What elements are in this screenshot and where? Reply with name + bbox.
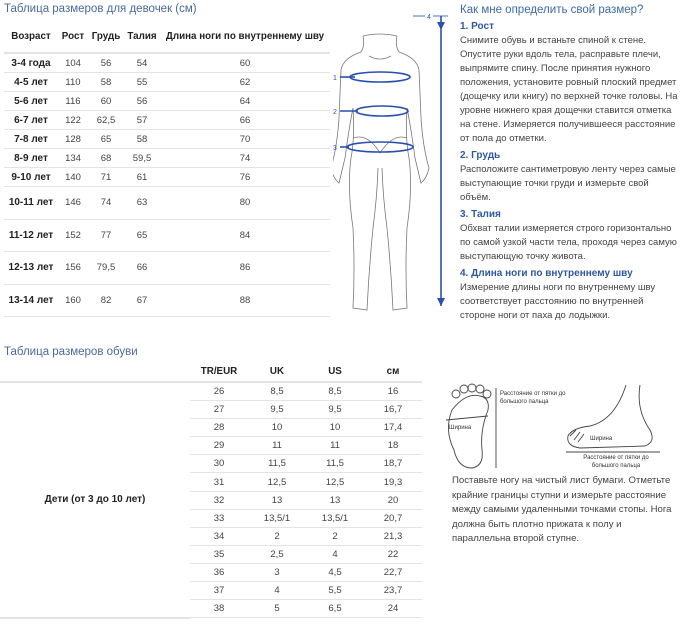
- value-cell: 33: [190, 509, 248, 527]
- value-cell: 3: [248, 563, 306, 581]
- value-cell: 104: [65, 57, 81, 69]
- shoe-size-table: [0, 362, 422, 619]
- age-cell: 11-12 лет: [8, 229, 54, 241]
- length-label-side: Расстояние от пятки до большого пальца: [583, 455, 649, 469]
- column-header: Талия: [127, 31, 157, 42]
- value-cell: 16,7: [364, 401, 422, 419]
- value-cell: 4,5: [306, 563, 364, 581]
- value-cell: 18,7: [364, 455, 422, 473]
- value-cell: 68: [100, 152, 112, 164]
- value-cell: 35: [190, 545, 248, 563]
- value-cell: 30: [190, 455, 248, 473]
- table-row: [4, 219, 330, 252]
- marker-1: 1: [333, 75, 337, 82]
- value-cell: 122: [65, 114, 81, 126]
- value-cell: 60: [239, 57, 251, 69]
- table-row: [4, 187, 330, 220]
- marker-2: 2: [333, 109, 337, 116]
- section-heading: 4. Длина ноги по внутреннему шву: [460, 268, 633, 279]
- value-cell: 57: [136, 114, 148, 126]
- value-cell: 2,5: [248, 545, 306, 563]
- value-cell: 63: [136, 197, 148, 209]
- value-cell: 12,5: [248, 473, 306, 491]
- table-row: [4, 92, 330, 111]
- value-cell: 65: [136, 229, 148, 241]
- value-cell: 23,7: [364, 582, 422, 600]
- value-cell: 10: [306, 419, 364, 437]
- value-cell: 60: [100, 95, 112, 107]
- value-cell: 18: [364, 437, 422, 455]
- section-text: Расположите сантиметровую ленту через самые выступающие точки груди и измерьте свой объём.: [460, 164, 676, 203]
- value-cell: 128: [65, 133, 81, 145]
- marker-3: 3: [333, 145, 337, 152]
- value-cell: 21,3: [364, 527, 422, 545]
- foot-measurement-figure: [440, 380, 670, 472]
- section-heading: 2. Грудь: [460, 150, 501, 161]
- value-cell: 22: [364, 545, 422, 563]
- value-cell: 56: [136, 95, 148, 107]
- value-cell: 116: [65, 95, 81, 107]
- value-cell: 55: [136, 76, 148, 88]
- section-heading: 3. Талия: [460, 209, 501, 220]
- marker-4: 4: [427, 14, 431, 21]
- value-cell: 74: [239, 152, 251, 164]
- value-cell: 160: [65, 294, 81, 306]
- value-cell: 5,5: [306, 582, 364, 600]
- column-header: Возраст: [11, 31, 51, 42]
- value-cell: 61: [136, 171, 148, 183]
- value-cell: 66: [136, 262, 148, 274]
- value-cell: 13: [248, 491, 306, 509]
- value-cell: 19,3: [364, 473, 422, 491]
- shoe-table-title: Таблица размеров обуви: [4, 346, 138, 358]
- value-cell: 79,5: [96, 262, 116, 274]
- value-cell: 11: [306, 437, 364, 455]
- value-cell: 146: [65, 197, 81, 209]
- section-text: Измерение длины ноги по внутреннему шву соответствует расстоянию по внутренней стороне ноги от паха до лодыжки.: [460, 282, 656, 321]
- value-cell: 152: [65, 229, 81, 241]
- body-measurement-figure: [333, 8, 458, 318]
- table-row: [4, 149, 330, 168]
- width-label-top: Ширина: [449, 425, 472, 431]
- section-text: Обхват талии измеряется строго горизонтально по самой узкой части тела, проходя через самую выступающую точку живота.: [460, 223, 677, 262]
- section-text: Снимите обувь и встаньте спиной к стене. Опустите руки вдоль тела, расправьте плечи, выпрямите спину. После принятия нужного положения, установите ровный плоский предмет (дощечку или книгу) по верхней точке головы. На уровне нижнего края дощечки ставится отметка на стене. Измеряется получившееся расстояние от пола до отметки.: [460, 35, 678, 144]
- value-cell: 20: [364, 491, 422, 509]
- girls-size-table: [4, 22, 330, 317]
- age-cell: 13-14 лет: [8, 294, 54, 306]
- length-label-top: Расстояние от пятки до большого пальца: [500, 391, 566, 405]
- value-cell: 8,5: [248, 382, 306, 401]
- table-row: [4, 111, 330, 130]
- age-cell: 5-6 лет: [14, 95, 48, 107]
- size-table-title: Таблица размеров для девочек (см): [4, 3, 197, 15]
- value-cell: 84: [239, 229, 251, 241]
- value-cell: 13: [306, 491, 364, 509]
- value-cell: 88: [239, 294, 251, 306]
- value-cell: 8,5: [306, 382, 364, 401]
- age-cell: 6-7 лет: [14, 114, 48, 126]
- value-cell: 4: [306, 545, 364, 563]
- value-cell: 86: [239, 262, 251, 274]
- value-cell: 80: [239, 197, 251, 209]
- value-cell: 22,7: [364, 563, 422, 581]
- value-cell: 65: [100, 133, 112, 145]
- value-cell: 62,5: [96, 114, 116, 126]
- value-cell: 11: [248, 437, 306, 455]
- value-cell: 9,5: [306, 401, 364, 419]
- value-cell: 5: [248, 600, 306, 618]
- group-header: [0, 362, 190, 382]
- foot-instructions: Поставьте ногу на чистый лист бумаги. Отметьте крайние границы ступни и измерьте расстояние между самыми удаленными точками стопы. Нога должна быть плотно прижата к полу и параллельна второй ступне.: [452, 475, 672, 544]
- column-header: TR/EUR: [200, 366, 238, 377]
- column-header: UK: [269, 366, 285, 377]
- value-cell: 82: [100, 294, 112, 306]
- value-cell: 67: [136, 294, 148, 306]
- value-cell: 20,7: [364, 509, 422, 527]
- table-row: [4, 130, 330, 149]
- value-cell: 37: [190, 582, 248, 600]
- width-label-side: Ширина: [590, 436, 613, 442]
- column-header: Рост: [61, 31, 85, 42]
- table-row: [4, 168, 330, 187]
- age-cell: 10-11 лет: [8, 197, 54, 209]
- column-header: см: [386, 366, 400, 377]
- value-cell: 58: [100, 76, 112, 88]
- value-cell: 12,5: [306, 473, 364, 491]
- value-cell: 27: [190, 401, 248, 419]
- age-cell: 8-9 лет: [14, 152, 48, 164]
- value-cell: 54: [136, 57, 148, 69]
- value-cell: 64: [239, 95, 251, 107]
- table-row: [4, 252, 330, 285]
- how-to-measure: [460, 3, 680, 323]
- value-cell: 11,5: [248, 455, 306, 473]
- age-cell: 3-4 года: [11, 57, 51, 69]
- value-cell: 6,5: [306, 600, 364, 618]
- value-cell: 31: [190, 473, 248, 491]
- value-cell: 156: [65, 262, 81, 274]
- value-cell: 70: [239, 133, 251, 145]
- value-cell: 110: [65, 76, 81, 88]
- value-cell: 11,5: [306, 455, 364, 473]
- value-cell: 13,5/1: [306, 509, 364, 527]
- age-cell: 12-13 лет: [8, 262, 54, 274]
- value-cell: 140: [65, 171, 81, 183]
- value-cell: 16: [364, 382, 422, 401]
- age-cell: 7-8 лет: [14, 133, 48, 145]
- value-cell: 4: [248, 582, 306, 600]
- value-cell: 56: [100, 57, 112, 69]
- value-cell: 32: [190, 491, 248, 509]
- value-cell: 2: [248, 527, 306, 545]
- value-cell: 17,4: [364, 419, 422, 437]
- value-cell: 59,5: [132, 152, 152, 164]
- value-cell: 71: [100, 171, 112, 183]
- value-cell: 13,5/1: [248, 509, 306, 527]
- column-header: Длина ноги по внутреннему шву: [165, 31, 325, 42]
- value-cell: 134: [65, 152, 81, 164]
- age-cell: 4-5 лет: [14, 76, 48, 88]
- value-cell: 38: [190, 600, 248, 618]
- table-row: [0, 382, 422, 401]
- value-cell: 29: [190, 437, 248, 455]
- column-header: Грудь: [91, 31, 121, 42]
- value-cell: 77: [100, 229, 112, 241]
- value-cell: 62: [239, 76, 251, 88]
- value-cell: 74: [100, 197, 112, 209]
- value-cell: 36: [190, 563, 248, 581]
- group-cell: Дети (от 3 до 10 лет): [0, 382, 190, 618]
- value-cell: 26: [190, 382, 248, 401]
- age-cell: 9-10 лет: [11, 171, 51, 183]
- value-cell: 9,5: [248, 401, 306, 419]
- value-cell: 28: [190, 419, 248, 437]
- table-row: [4, 73, 330, 92]
- value-cell: 66: [239, 114, 251, 126]
- section-heading: 1. Рост: [460, 21, 494, 32]
- value-cell: 76: [239, 171, 251, 183]
- table-row: [4, 284, 330, 317]
- column-header: US: [328, 366, 342, 377]
- value-cell: 34: [190, 527, 248, 545]
- value-cell: 10: [248, 419, 306, 437]
- value-cell: 58: [136, 133, 148, 145]
- value-cell: 2: [306, 527, 364, 545]
- table-row: [4, 53, 330, 73]
- howto-title: Как мне определить свой размер?: [460, 4, 644, 16]
- value-cell: 24: [364, 600, 422, 618]
